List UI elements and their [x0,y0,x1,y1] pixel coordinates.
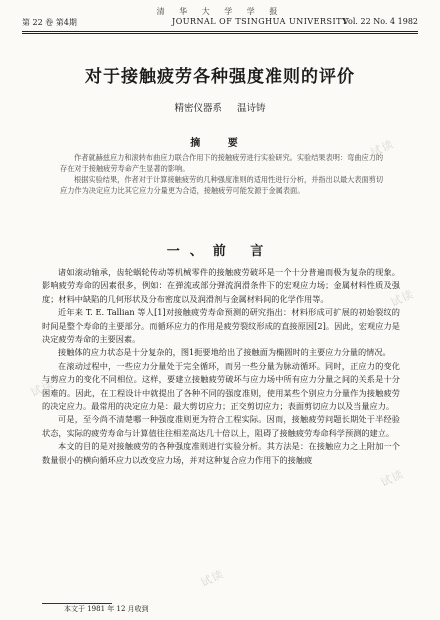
section-heading: 一、前 言 [166,244,274,259]
abstract-heading: 摘 要 [190,138,250,149]
abstract-paragraph: 根据实验结果，作者对于计算接触疲劳的几种强度准则的适用性进行分析，并指出以最大表面剪切应力作为决定应力比其它应力分量更为合适，接触疲劳可能发源于金属表面。 [60,175,384,195]
author-line [0,100,440,114]
body-paragraph: 本文的目的是对接触疲劳的各种强度准则进行实验分析。其方法是：在接触应力之上附加一个数量很小的横向循环应力以改变应力场，并对这种复合应力作用下的接触疲 [42,441,400,465]
header-rule [22,31,418,32]
header-rule-thin [22,33,418,34]
body-paragraph: 在滚动过程中，一些应力分量处于完全循环，而另一些分量为脉动循环。同时，正应力的变化与剪应力的变化不同相位。这样，要建立接触疲劳破坏与应力场中所有应力分量之间的关系是十分困难的。因此，在工程设计中就提出了各种不同的强度准则，使用某些个别应力分量作为接触疲劳的决定应力。最常用的决定应力是：最大剪切应力；正交剪切应力；表面剪切应力以及当量应力。 [42,360,400,412]
watermark: 试读 [28,377,56,400]
watermark: 试读 [388,287,416,310]
volume-issue-en: Vol. 22 No. 4 1982 [343,17,418,26]
watermark: 试读 [198,567,226,590]
journal-name-en: JOURNAL OF TSINGHUA UNIVERSITY [172,17,348,26]
author-name: 温诗铸 [237,103,266,114]
body-paragraph: 可是，至今尚不清楚哪一种强度准则更为符合工程实际。因而，接触疲劳问题长期处于半经验状态，实际的疲劳寿命与计算值往往相差高达几十倍以上，阻碍了接触疲劳寿命科学预测的建立。 [42,414,400,438]
volume-issue-cn: 第 22 卷 第4期 [22,18,77,27]
body-paragraph: 近年来 T. E. Tallian 等人[1]对接触疲劳寿命预测的研究指出：材料形成可扩展的初始裂纹的时间是整个寿命的主要部分。而循环应力的作用是疲劳裂纹形成的直接原因[2]。因此，宏观应力是决定疲劳寿命的主要因素。 [42,307,400,345]
footnote: 本文于 1981 年 12 月收到 [64,605,149,613]
body-text [42,266,400,467]
body-paragraph: 接触体的应力状态是十分复杂的，图1扼要地给出了接触面为椭圆时的主要应力分量的情况。 [58,347,391,358]
affiliation: 精密仪器系 [174,103,222,114]
body-paragraph: 诸如滚动轴承，齿轮蜗轮传动等机械零件的接触疲劳破坏是一个十分普遍而极为复杂的现象。影响疲劳寿命的因素很多，例如：在弹流或部分弹流润滑条件下的宏观应力场；金属材料性质及强度；材料中缺陷的几何形状及分布密度以及润滑剂与金属材料间的化学作用等。 [42,267,400,304]
running-header [22,6,418,30]
abstract-paragraph: 作者就赫兹应力和滚转布曲应力联合作用下的接触疲劳进行实验研究。实验结果表明：弯曲应力的存在对于接触疲劳寿命产生显著的影响。 [60,153,384,173]
watermark: 试读 [378,467,406,490]
abstract [60,152,386,196]
watermark: 试读 [368,137,396,160]
journal-name-cn: 清 华 大 学 学 报 [156,7,284,16]
paper-title: 对于接触疲劳各种强度准则的评价 [85,67,355,87]
